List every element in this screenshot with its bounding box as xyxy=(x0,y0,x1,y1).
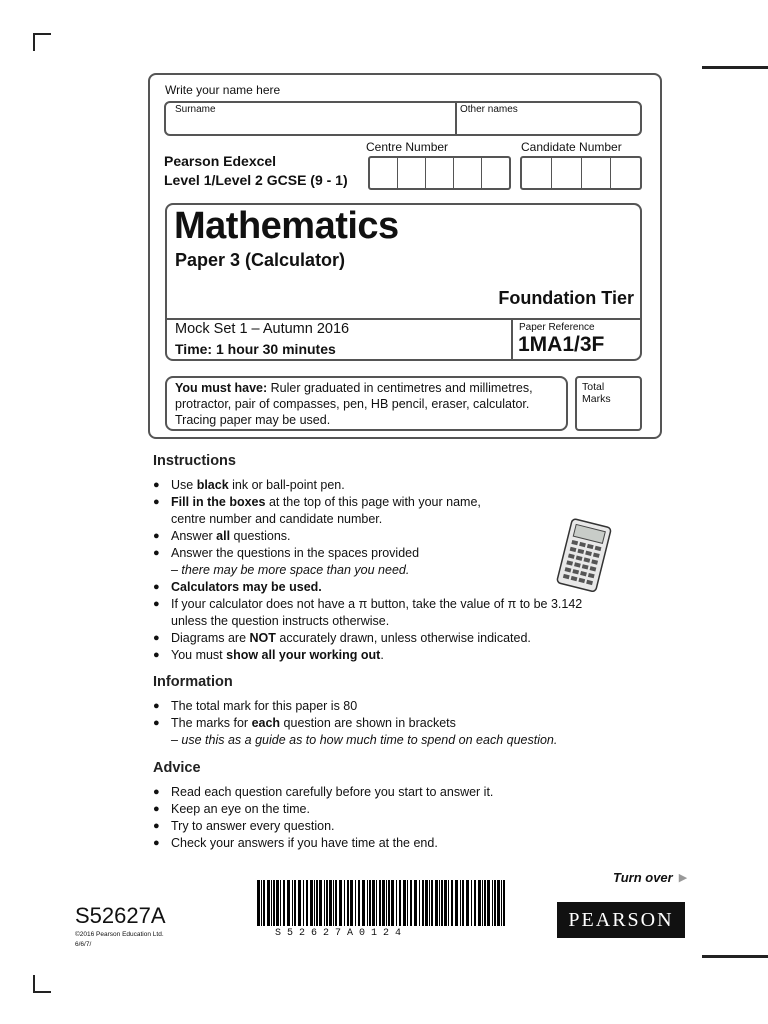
equipment-box xyxy=(165,376,568,431)
instructions-list xyxy=(153,477,613,664)
triangle-right-icon: ▶ xyxy=(678,872,688,884)
session-label: Mock Set 1 – Autumn 2016 xyxy=(175,321,350,337)
advice-list xyxy=(153,784,613,852)
list-item: ● The marks for each question are shown in brackets – use this as a guide as to how much time to spend on each question. xyxy=(153,715,613,749)
barcode xyxy=(255,880,511,935)
equipment-line: Tracing paper may be used. xyxy=(175,413,331,427)
information-heading: Information xyxy=(153,674,233,690)
paper-reference: 1MA1/3F xyxy=(518,333,605,356)
advice-heading: Advice xyxy=(153,760,201,776)
edge-rule xyxy=(702,955,768,958)
candidate-number-boxes[interactable] xyxy=(520,156,642,190)
other-names-label: Other names xyxy=(460,104,518,115)
list-item: ● Check your answers if you have time at the end. xyxy=(153,835,613,852)
crop-mark xyxy=(33,33,51,35)
paper-reference-label: Paper Reference xyxy=(519,322,595,333)
logo-text: PEARSON xyxy=(568,908,674,931)
list-item: ● Answer the questions in the spaces provided – there may be more space than you need. xyxy=(153,545,613,579)
subject-title: Mathematics xyxy=(174,205,399,247)
centre-number-boxes[interactable] xyxy=(368,156,511,190)
list-item: ● Diagrams are NOT accurately drawn, unless otherwise indicated. xyxy=(153,630,613,647)
candidate-number-label: Candidate Number xyxy=(521,140,622,154)
barcode-bars xyxy=(255,880,511,930)
board-name: Pearson Edexcel xyxy=(164,153,277,169)
print-code: 6/6/7/ xyxy=(75,941,92,948)
list-item: ● If your calculator does not have a π button, take the value of π to be 3.142 unless the question instructs otherwise. xyxy=(153,596,613,630)
tier-title: Foundation Tier xyxy=(498,288,634,308)
surname-field[interactable] xyxy=(175,114,445,134)
surname-label: Surname xyxy=(175,104,216,115)
crop-mark xyxy=(33,991,51,993)
edge-rule xyxy=(702,66,768,69)
centre-number-label: Centre Number xyxy=(366,140,449,154)
list-item: ● You must show all your working out. xyxy=(153,647,613,664)
calculator-icon xyxy=(548,518,618,597)
pearson-logo xyxy=(557,902,685,938)
list-item: ● Try to answer every question. xyxy=(153,818,613,835)
list-item: ● Read each question carefully before you start to answer it. xyxy=(153,784,613,801)
equipment-line: protractor, pair of compasses, pen, HB pencil, eraser, calculator. xyxy=(175,397,530,411)
information-list xyxy=(153,698,613,749)
list-item: ● Keep an eye on the time. xyxy=(153,801,613,818)
other-names-field[interactable] xyxy=(460,114,635,134)
paper-title: Paper 3 (Calculator) xyxy=(175,250,346,270)
list-item: ● Use black ink or ball-point pen. xyxy=(153,477,613,494)
equipment-line: Ruler graduated in centimetres and millimetres, xyxy=(267,381,533,395)
title-box xyxy=(165,203,642,361)
barcode-text: S 5 2 6 2 7 A 0 1 2 4 xyxy=(275,928,402,939)
time-allowed: Time: 1 hour 30 minutes xyxy=(175,341,336,357)
copyright: ©2016 Pearson Education Ltd. xyxy=(75,931,164,938)
instructions-heading: Instructions xyxy=(153,453,236,469)
write-name-label: Write your name here xyxy=(165,83,281,97)
turn-over-label: Turn over xyxy=(613,870,673,885)
list-item: ● Answer all questions. xyxy=(153,528,613,545)
list-item: ● The total mark for this paper is 80 xyxy=(153,698,613,715)
must-have-label: You must have: xyxy=(175,381,268,395)
list-item: ● Calculators may be used. xyxy=(153,579,613,596)
qualification-level: Level 1/Level 2 GCSE (9 - 1) xyxy=(164,172,348,188)
crop-mark xyxy=(33,33,35,51)
document-code: S52627A xyxy=(75,903,166,928)
turn-over xyxy=(613,870,687,885)
total-marks-box xyxy=(575,376,642,431)
list-item: ● Fill in the boxes at the top of this page with your name, centre number and candidate number. xyxy=(153,494,613,528)
exam-board xyxy=(164,152,348,190)
total-marks-label: Total Marks xyxy=(582,381,611,405)
